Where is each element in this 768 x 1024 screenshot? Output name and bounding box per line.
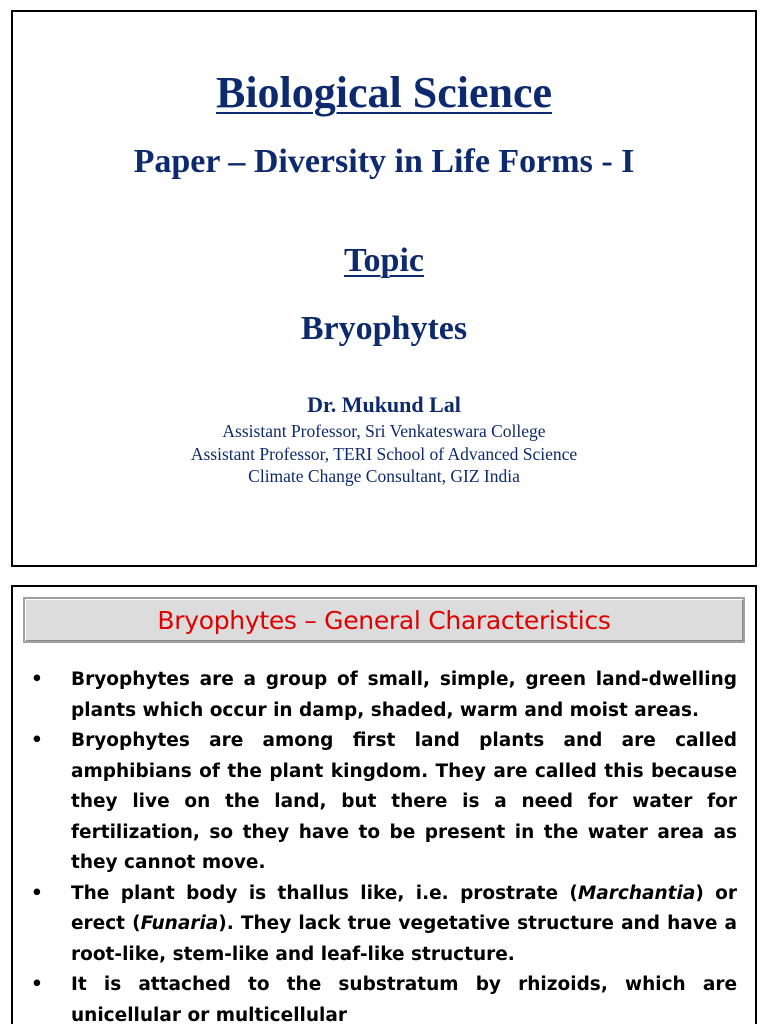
genus-name: Marchantia xyxy=(577,882,696,904)
affiliation-line: Assistant Professor, TERI School of Advanced Science xyxy=(190,443,578,464)
slide-heading: Bryophytes – General Characteristics xyxy=(157,605,611,635)
bullet-item xyxy=(29,970,737,1024)
bullet-icon: • xyxy=(31,974,43,995)
bullet-icon: • xyxy=(31,669,43,690)
author-affiliations xyxy=(13,420,755,488)
bullet-icon: • xyxy=(31,882,43,904)
characteristics-slide xyxy=(11,585,757,1024)
bullet-text-part: ) or erect ( xyxy=(71,882,737,934)
affiliation-line: Climate Change Consultant, GIZ India xyxy=(248,466,520,486)
bullet-item xyxy=(29,726,737,879)
author-name: Dr. Mukund Lal xyxy=(307,392,461,417)
bullet-list xyxy=(29,665,737,1024)
topic-name: Bryophytes xyxy=(300,310,468,347)
bullet-text-part: ). They lack true vegetative structure and have a root-like, stem-like and leaf-like structure. xyxy=(71,913,737,965)
slide-title: Biological Science xyxy=(215,68,553,117)
bullet-text-part: The plant body is thallus like, i.e. prostrate ( xyxy=(71,882,578,904)
title-slide xyxy=(11,10,757,567)
bullet-item xyxy=(29,879,737,971)
bullet-item xyxy=(29,665,737,726)
affiliation-line: Assistant Professor, Sri Venkateswara College xyxy=(222,421,546,441)
bullet-text: Bryophytes are a group of small, simple, green land-dwelling plants which occur in damp, shaded, warm and moist areas. xyxy=(71,669,737,721)
genus-name: Funaria xyxy=(140,913,219,934)
bullet-text: Bryophytes are among first land plants and are called amphibians of the plant kingdom. They are called this because they live on the land, but there is a need for water for fertilization, so they have to be present in the water area as they cannot move. xyxy=(71,730,737,873)
topic-label: Topic xyxy=(343,242,424,279)
bullet-text: It is attached to the substratum by rhizoids, which are unicellular or multicellular xyxy=(71,974,737,1024)
bullet-icon: • xyxy=(31,730,43,751)
slide-header-bar xyxy=(23,597,745,643)
paper-subtitle: Paper – Diversity in Life Forms - I xyxy=(133,143,635,180)
